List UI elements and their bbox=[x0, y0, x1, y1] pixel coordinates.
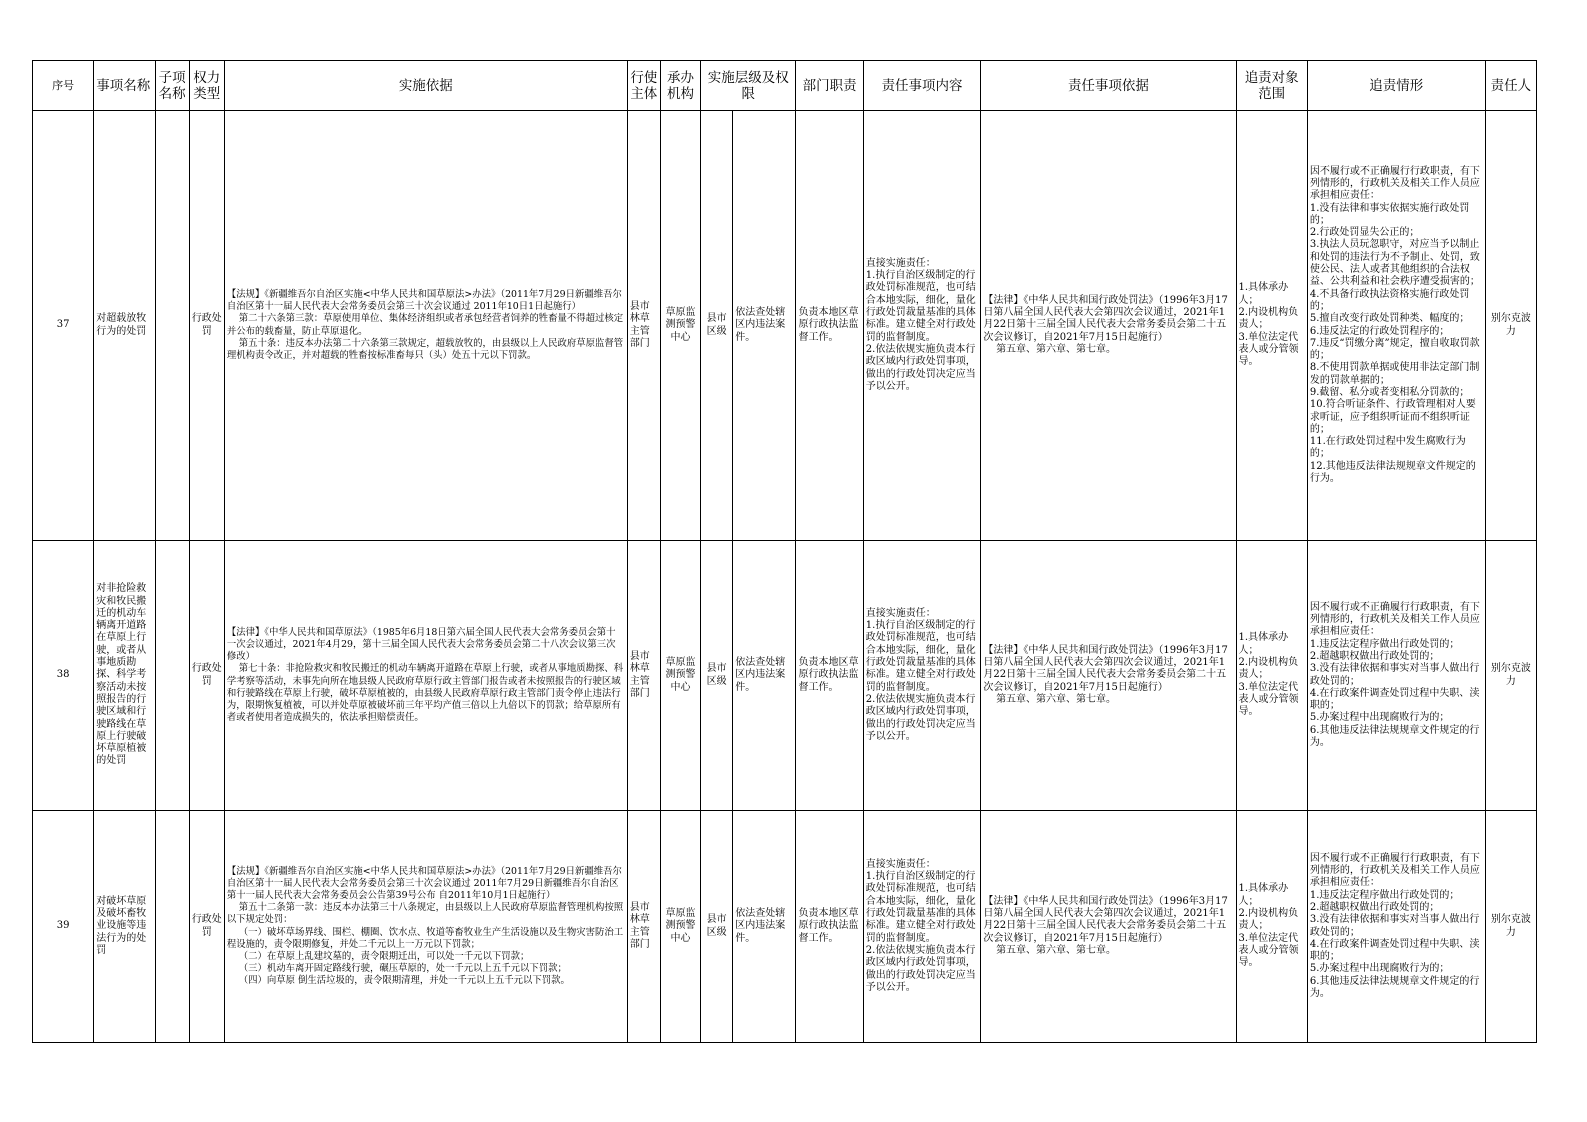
table-row bbox=[33, 111, 1537, 541]
item-name-cell: 对破坏草原及破坏畜牧业设施等违法行为的处罚 bbox=[94, 811, 155, 1043]
basis-cell bbox=[224, 111, 627, 541]
item-name-cell: 对非抢险救灾和牧民搬迁的机动车辆离开道路在草原上行驶，或者从事地质勘探、科学考察活动未按照报告的行驶区域和行驶路线在草原上行驶破坏草原植被的处罚 bbox=[94, 541, 155, 811]
basis-cell bbox=[224, 541, 627, 811]
table-row bbox=[33, 811, 1537, 1043]
basis-text: 【法规】《新疆维吾尔自治区实施<中华人民共和国草原法>办法》（2011年7月29日新疆维吾尔自治区第十一届人民代表大会常务委员会第三十次会议通过 2011年10日1日起施行） 第二十六条第三款：草原使用单位、集体经济组织或者承包经营者饲养的牲畜量不得超过核定并公布的载畜量，防止草原退化。 第五十条：违反本办法第二十六条第三款规定，超载放牧的，由县级以上人民政府草原监督管理机构责令改正，并对超载的牲畜按标准畜每只（头）处五十元以下罚款。 bbox=[226, 289, 624, 361]
scope-cell bbox=[1236, 811, 1307, 1043]
scope-text: 1.具体承办人； 2.内设机构负责人； 3.单位法定代表人或分管领导。 bbox=[1238, 282, 1299, 368]
resp-content-cell bbox=[863, 111, 981, 541]
seq-cell: 38 bbox=[33, 541, 94, 811]
seq-cell: 39 bbox=[33, 811, 94, 1043]
sub-name-cell bbox=[155, 111, 189, 541]
resp-content-text: 直接实施责任： 1.执行自治区级制定的行政处罚标准规范，也可结合本地实际，细化，量化行政处罚裁量基准的具体标准。建立健全对行政处罚的监督制度。 2.依法依规实施负责本行政区域内行政处罚事项，做出的行政处罚决定应当予以公开。 bbox=[865, 257, 976, 392]
power-type-cell: 行政处罚 bbox=[189, 811, 224, 1043]
header-item-name: 事项名称 bbox=[94, 61, 155, 111]
resp-content-cell bbox=[863, 811, 981, 1043]
header-row bbox=[33, 61, 1537, 111]
situation-cell bbox=[1307, 111, 1485, 541]
resp-content-text: 直接实施责任： 1.执行自治区级制定的行政处罚标准规范，也可结合本地实际，细化，量化行政处罚裁量基准的具体标准。建立健全对行政处罚的监督制度。 2.依法依规实施负责本行政区域内行政处罚事项，做出的行政处罚决定应当予以公开。 bbox=[865, 858, 976, 993]
header-dept-duty: 部门职责 bbox=[796, 61, 863, 111]
scope-cell bbox=[1236, 111, 1307, 541]
org-cell: 草原监测预警中心 bbox=[660, 811, 700, 1043]
dept-duty-cell: 负责本地区草原行政执法监督工作。 bbox=[796, 541, 863, 811]
resp-basis-cell bbox=[981, 541, 1236, 811]
header-basis: 实施依据 bbox=[224, 61, 627, 111]
header-situation: 追责情形 bbox=[1307, 61, 1485, 111]
sub-name-cell bbox=[155, 811, 189, 1043]
subject-cell: 县市林草主管部门 bbox=[627, 111, 660, 541]
authority-cell: 依法查处辖区内违法案件。 bbox=[733, 111, 796, 541]
header-person: 责任人 bbox=[1485, 61, 1536, 111]
resp-content-cell bbox=[863, 541, 981, 811]
authority-cell: 依法查处辖区内违法案件。 bbox=[733, 811, 796, 1043]
responsibility-table bbox=[32, 60, 1537, 1043]
dept-duty-cell: 负责本地区草原行政执法监督工作。 bbox=[796, 811, 863, 1043]
resp-basis-text: 【法律】《中华人民共和国行政处罚法》（1996年3月17日第八届全国人民代表大会第四次会议通过，2021年1月22日第十三届全国人民代表大会常务委员会第二十五次会议修订，自2021年7月15日起施行） 第五章、第六章、第七章。 bbox=[983, 895, 1228, 956]
sub-name-cell bbox=[155, 541, 189, 811]
power-type-cell: 行政处罚 bbox=[189, 111, 224, 541]
scope-cell bbox=[1236, 541, 1307, 811]
header-power-type: 权力类型 bbox=[189, 61, 224, 111]
basis-text: 【法律】《中华人民共和国草原法》（1985年6月18日第六届全国人民代表大会常务委员会第十一次会议通过，2021年4月29，第十三届全国人民代表大会常务委员会第二十八次会议第三次修改） 第七十条：非抢险救灾和牧民搬迁的机动车辆离开道路在草原上行驶，或者从事地质勘探、科学考察等活动，未事先向所在地县级人民政府草原行政主管部门报告或者未按照报告的行驶区域和行驶路线在草原上行驶，破坏草原植被的，由县级人民政府草原行政主管部门责令停止违法行为，限期恢复植被，可以并处草原被破坏前三年平均产值三倍以上九倍以下的罚款；给草原所有者或者使用者造成损失的，依法承担赔偿责任。 bbox=[226, 627, 624, 723]
situation-text: 因不履行或不正确履行行政职责，有下列情形的，行政机关及相关工作人员应承担相应责任： 1.违反法定程序做出行政处罚的； 2.超越职权做出行政处罚的； 3.没有法律依据和事实对当事人做出行政处罚的； 4.在行政案件调查处罚过程中失职、渎职的； 5.办案过程中出现腐败行为的； 6.其他违反法律法规规章文件规定的行为。 bbox=[1309, 852, 1480, 999]
scope-text: 1.具体承办人； 2.内设机构负责人； 3.单位法定代表人或分管领导。 bbox=[1238, 883, 1299, 969]
situation-text: 因不履行或不正确履行行政职责，有下列情形的，行政机关及相关工作人员应承担相应责任： 1.违反法定程序做出行政处罚的； 2.超越职权做出行政处罚的； 3.没有法律依据和事实对当事人做出行政处罚的； 4.在行政案件调查处罚过程中失职、渎职的； 5.办案过程中出现腐败行为的； 6.其他违反法律法规规章文件规定的行为。 bbox=[1309, 601, 1480, 748]
header-sub-name: 子项名称 bbox=[155, 61, 189, 111]
header-scope: 追责对象范围 bbox=[1236, 61, 1307, 111]
header-subject: 行使主体 bbox=[627, 61, 660, 111]
scope-text: 1.具体承办人； 2.内设机构负责人； 3.单位法定代表人或分管领导。 bbox=[1238, 632, 1299, 718]
item-name-cell: 对超载放牧行为的处罚 bbox=[94, 111, 155, 541]
subject-cell: 县市林草主管部门 bbox=[627, 541, 660, 811]
header-resp-content: 责任事项内容 bbox=[863, 61, 981, 111]
resp-basis-cell bbox=[981, 811, 1236, 1043]
header-level: 实施层级及权限 bbox=[701, 61, 796, 111]
person-cell: 别尔克波力 bbox=[1485, 111, 1536, 541]
header-org: 承办机构 bbox=[660, 61, 700, 111]
resp-basis-text: 【法律】《中华人民共和国行政处罚法》（1996年3月17日第八届全国人民代表大会第四次会议通过，2021年1月22日第十三届全国人民代表大会常务委员会第二十五次会议修订，自2021年7月15日起施行） 第五章、第六章、第七章。 bbox=[983, 644, 1228, 705]
level-cell: 县市区级 bbox=[701, 811, 733, 1043]
basis-text: 【法规】《新疆维吾尔自治区实施<中华人民共和国草原法>办法》（2011年7月29日新疆维吾尔自治区第十一届人民代表大会常务委员会第三十次会议通过 2011年7月29日新疆维吾尔自治区第十一届人民代表大会常务委员会公告第39号公布 自2011年10月1日起施行） 第五十二条第一款：违反本办法第三十八条规定，由县级以上人民政府草原监督管理机构按照以下规定处罚： （一）破坏草场界线、围栏、棚圈、饮水点、牧道等畜牧业生产生活设施以及生物灾害防治工程设施的，责令限期修复，并处二千元以上一万元以下罚款； （二）在草原上乱建坟墓的，责令限期迁出，可以处一千元以下罚款； （三）机动车离开固定路线行驶，碾压草原的，处一千元以上五千元以下罚款； （四）向草原 倒生活垃圾的，责令限期清理，并处一千元以上五千元以下罚款。 bbox=[226, 866, 624, 986]
situation-cell bbox=[1307, 541, 1485, 811]
level-cell: 县市区级 bbox=[701, 541, 733, 811]
authority-cell: 依法查处辖区内违法案件。 bbox=[733, 541, 796, 811]
org-cell: 草原监测预警中心 bbox=[660, 541, 700, 811]
table-row bbox=[33, 541, 1537, 811]
situation-text: 因不履行或不正确履行行政职责，有下列情形的，行政机关及相关工作人员应承担相应责任： 1.没有法律和事实依据实施行政处罚的； 2.行政处罚显失公正的； 3.执法人员玩忽职守，对应当予以制止和处罚的违法行为不予制止、处罚，致使公民、法人或者其他组织的合法权益、公共利益和社会秩序遭受损害的； 4.不具备行政执法资格实施行政处罚的； 5.擅自改变行政处罚种类、幅度的； 6.违反法定的行政处罚程序的； 7.违反“罚缴分离”规定，擅自收取罚款的； 8.不使用罚款单据或使用非法定部门制发的罚款单据的； 9.截留、私分或者变相私分罚款的； 10.符合听证条件、行政管理相对人要求听证，应予组织听证而不组织听证的； 11.在行政处罚过程中发生腐败行为的； 12.其他违反法律法规规章文件规定的行为。 bbox=[1309, 165, 1480, 485]
resp-content-text: 直接实施责任： 1.执行自治区级制定的行政处罚标准规范，也可结合本地实际，细化，量化行政处罚裁量基准的具体标准。建立健全对行政处罚的监督制度。 2.依法依规实施负责本行政区域内行政处罚事项，做出的行政处罚决定应当予以公开。 bbox=[865, 607, 976, 742]
resp-basis-cell bbox=[981, 111, 1236, 541]
org-cell: 草原监测预警中心 bbox=[660, 111, 700, 541]
situation-cell bbox=[1307, 811, 1485, 1043]
header-seq: 序号 bbox=[33, 61, 94, 111]
resp-basis-text: 【法律】《中华人民共和国行政处罚法》（1996年3月17日第八届全国人民代表大会第四次会议通过，2021年1月22日第十三届全国人民代表大会常务委员会第二十五次会议修订，自2021年7月15日起施行） 第五章、第六章、第七章。 bbox=[983, 294, 1228, 355]
dept-duty-cell: 负责本地区草原行政执法监督工作。 bbox=[796, 111, 863, 541]
subject-cell: 县市林草主管部门 bbox=[627, 811, 660, 1043]
seq-cell: 37 bbox=[33, 111, 94, 541]
person-cell: 别尔克波力 bbox=[1485, 541, 1536, 811]
basis-cell bbox=[224, 811, 627, 1043]
person-cell: 别尔克波力 bbox=[1485, 811, 1536, 1043]
level-cell: 县市区级 bbox=[701, 111, 733, 541]
power-type-cell: 行政处罚 bbox=[189, 541, 224, 811]
header-resp-basis: 责任事项依据 bbox=[981, 61, 1236, 111]
